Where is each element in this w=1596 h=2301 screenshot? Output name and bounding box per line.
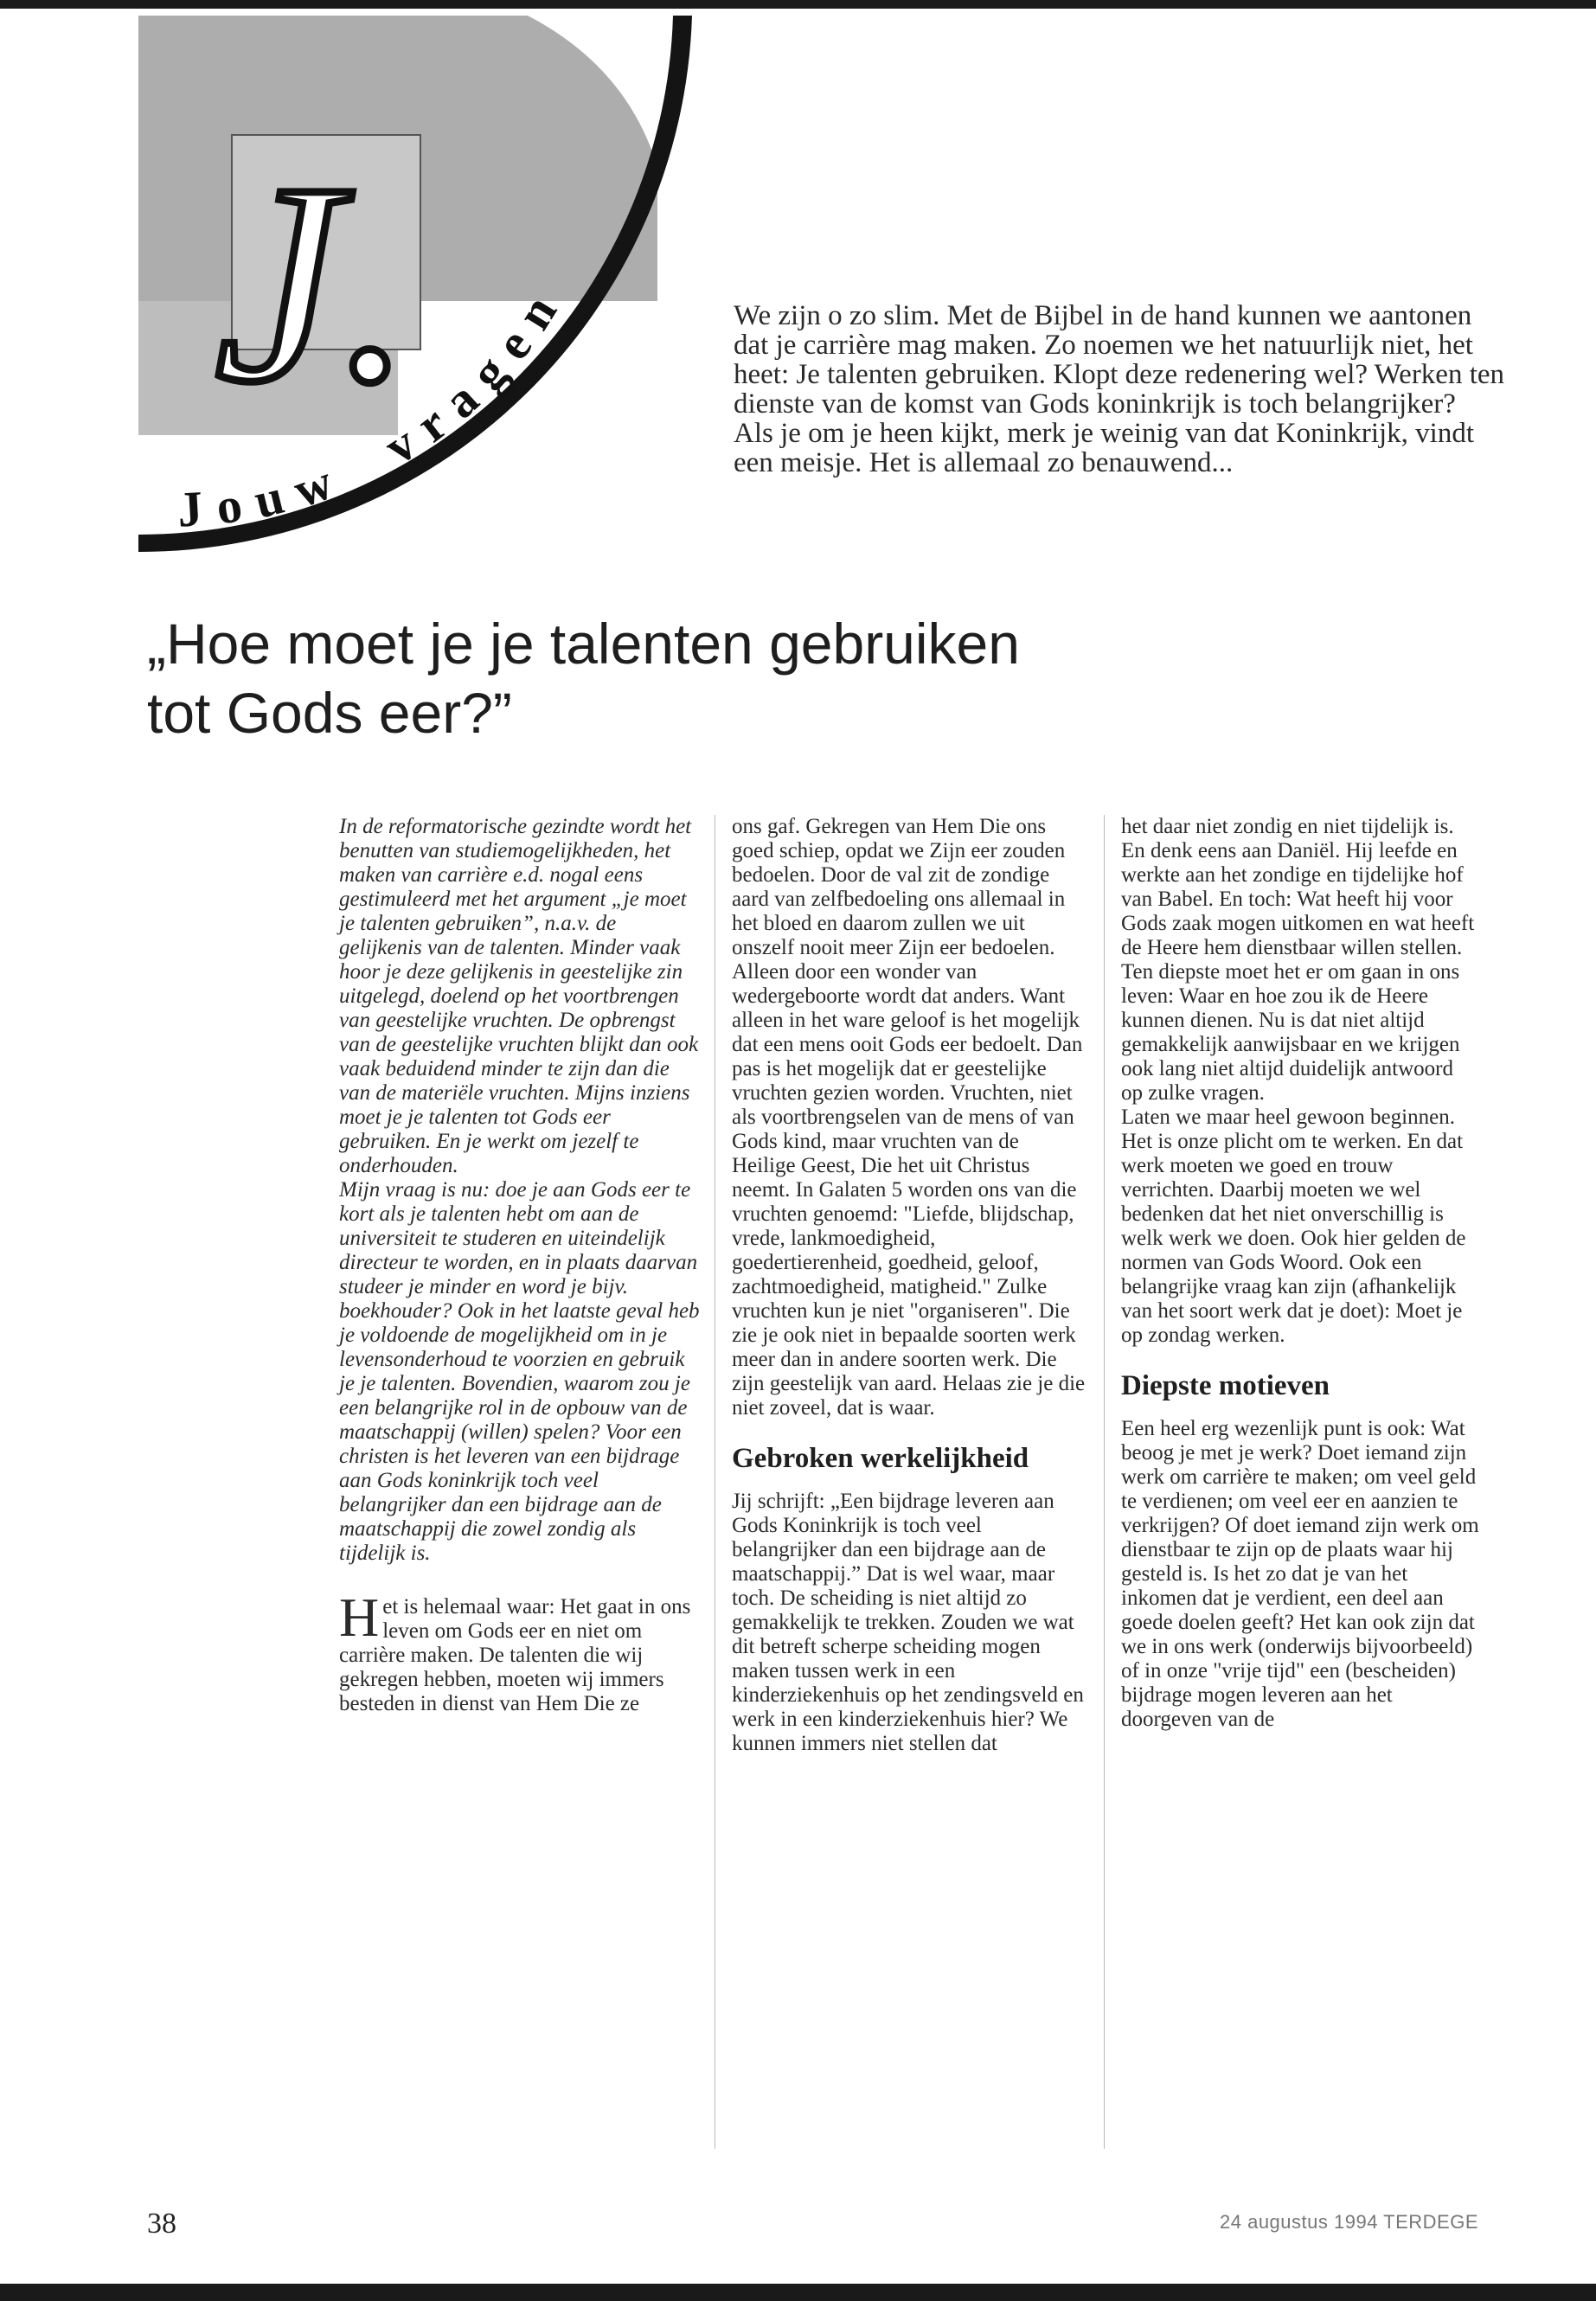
subheading-gebroken-werkelijkheid: Gebroken werkelijkheid [732,1443,1029,1474]
body-paragraph: En denk eens aan Daniël. Hij leefde en werkte aan het zondige en tijdelijke hof van Babel. En toch: Wat heeft hij voor Gods zaak mogen uitkomen en wat heeft de Heere hem dienstbaar willen stellen. Ten diepste moet het er om gaan in ons leven: Waar en hoe zou ik de Heere kunnen dienen. Nu is dat niet altijd gemakkelijk aanwijsbaar en we krijgen ook lang niet altijd duidelijk antwoord op zulke vragen. [1121,839,1475,1105]
question-paragraph: In de reformatorische gezindte wordt het benutten van studiemogelijkheden, het maken van carrière e.d. nogal eens gestimuleerd met het argument „je moet je talenten gebruiken”, n.a.v. de gelijkenis van de talenten. Minder vaak hoor je deze gelijkenis in geestelijke zin uitgelegd, doelend op het voortbrengen van geestelijke vruchten. De opbrengst van de geestelijke vruchten blijkt dan ook vaak beduidend minder te zijn dan die van de materiële vruchten. Mijns inziens moet je je talenten tot Gods eer gebruiken. En je werkt om jezelf te onderhouden. [339,815,699,1177]
dropcap-letter: H [339,1586,380,1648]
intro-paragraph: Als je om je heen kijkt, merk je weinig van dat Koninkrijk, vindt een meisje. Het is allemaal zo benauwend... [734,418,1475,478]
issue-date: 24 augustus 1994 TERDEGE [1220,2211,1478,2233]
logo-word-vragen: vragen [374,272,576,476]
column-1 [339,815,702,2149]
page-border-top [0,0,1596,9]
body-paragraph: Laten we maar heel gewoon beginnen. Het is onze plicht om te werken. En dat werk moeten we goed en trouw verrichten. Daarbij moeten we wel bedenken dat het niet onverschillig is welk werk we doen. Ook hier gelden de normen van Gods Woord. Ook een belangrijke vraag kan zijn (afhankelijk van het soort werk dat je doet): Moet je op zondag werken. [1121,1106,1466,1347]
page-border-bottom [0,2284,1596,2301]
question-paragraph: Mijn vraag is nu: doe je aan Gods eer te kort als je talenten hebt om aan de universiteit te studeren en uiteindelijk directeur te worden, en in plaats daarvan studeer je minder en word je bijv. boekhouder? Ook in het laatste geval heb je voldoende de mogelijkheid om in je levensonderhoud te voorzien en gebruik je je talenten. Bovendien, waarom zou je een belangrijke rol in de opbouw van de maatschappij (willen) spelen? Voor een christen is het leveren van een bijdrage aan Gods koninkrijk toch veel belangrijker dan een bijdrage aan de maatschappij die zowel zondig als tijdelijk is. [339,1178,700,1565]
jouw-vragen-logo [138,16,692,569]
intro-text [734,301,1512,478]
column-2 [732,815,1086,2149]
column-divider [1104,815,1105,2149]
body-paragraph: ons gaf. Gekregen van Hem Die ons goed schiep, opdat we Zijn eer zouden bedoelen. Door de val zit de zondige aard van zelfbedoeling ons allemaal in het bloed en daarom zullen we uit onszelf nooit meer Zijn eer bedoelen. Alleen door een wonder van wedergeboorte wordt dat anders. Want alleen in het ware geloof is het mogelijk dat een mens ooit Gods eer bedoelt. Dan pas is het mogelijk dat er geestelijke vruchten gezien worden. Vruchten, niet als voortbrengselen van de mens of van Gods kind, maar vruchten van de Heilige Geest, Die het uit Christus neemt. In Galaten 5 worden ons van die vruchten genoemd: "Liefde, blijdschap, vrede, lankmoedigheid, goedertierenheid, goedheid, geloof, zachtmoedigheid, matigheid." Zulke vruchten kun je niet "organiseren". Die zie je ook niet in bepaalde soorten werk meer dan in andere soorten werk. Die zijn geestelijk van aard. Helaas zie je die niet zoveel, dat is waar. [732,815,1086,1420]
article-headline [147,609,1272,747]
intro-paragraph: We zijn o zo slim. Met de Bijbel in de hand kunnen we aantonen dat je carrière mag maken. Zo noemen we het natuurlijk niet, het heet: Je talenten gebruiken. Klopt deze redenering wel? Werken ten dienste van de komst van Gods koninkrijk is toch belangrijker? [734,300,1505,420]
body-paragraph: het daar niet zondig en niet tijdelijk is. [1121,815,1454,838]
body-paragraph: Jij schrijft: „Een bijdrage leveren aan Gods Koninkrijk is toch veel belangrijker dan een bijdrage aan de maatschappij.” Dat is wel waar, maar toch. De scheiding is niet altijd zo gemakkelijk te trekken. Zouden we wat dit betreft scherpe scheiding mogen maken tussen werk in een kinderziekenhuis op het zendingsveld en werk in een kinderziekenhuis hier? We kunnen immers niet stellen dat [732,1490,1084,1755]
headline-line-1: „Hoe moet je je talenten gebruiken [147,612,1020,676]
logo-letter-j: J. [215,125,413,441]
body-paragraph: Een heel erg wezenlijk punt is ook: Wat beoog je met je werk? Doet iemand zijn werk om carrière te maken; om veel geld te verdienen; om veel eer en aanzien te verkrijgen? Of doet iemand zijn werk om dienstbaar te zijn op de plaats waar hij gesteld is. Is het zo dat je van het inkomen dat je verdient, een deel aan goede doelen geeft? Het kan ook zijn dat we in ons werk (onderwijs bijvoorbeeld) of in onze "vrije tijd" een (bescheiden) bijdrage mogen leveren aan het doorgeven van de [1121,1417,1479,1731]
answer-text: et is helemaal waar: Het gaat in ons leven om Gods eer en niet om carrière maken. De talenten die wij gekregen hebben, moeten wij immers besteden in dienst van Hem Die ze [339,1595,691,1715]
column-3 [1121,815,1480,2149]
headline-line-2: tot Gods eer?” [147,681,512,745]
subheading-diepste-motieven: Diepste motieven [1121,1370,1330,1401]
page-number: 38 [147,2208,176,2240]
logo-word-jouw: Jouw [176,448,355,538]
answer-paragraph [339,1586,702,1716]
